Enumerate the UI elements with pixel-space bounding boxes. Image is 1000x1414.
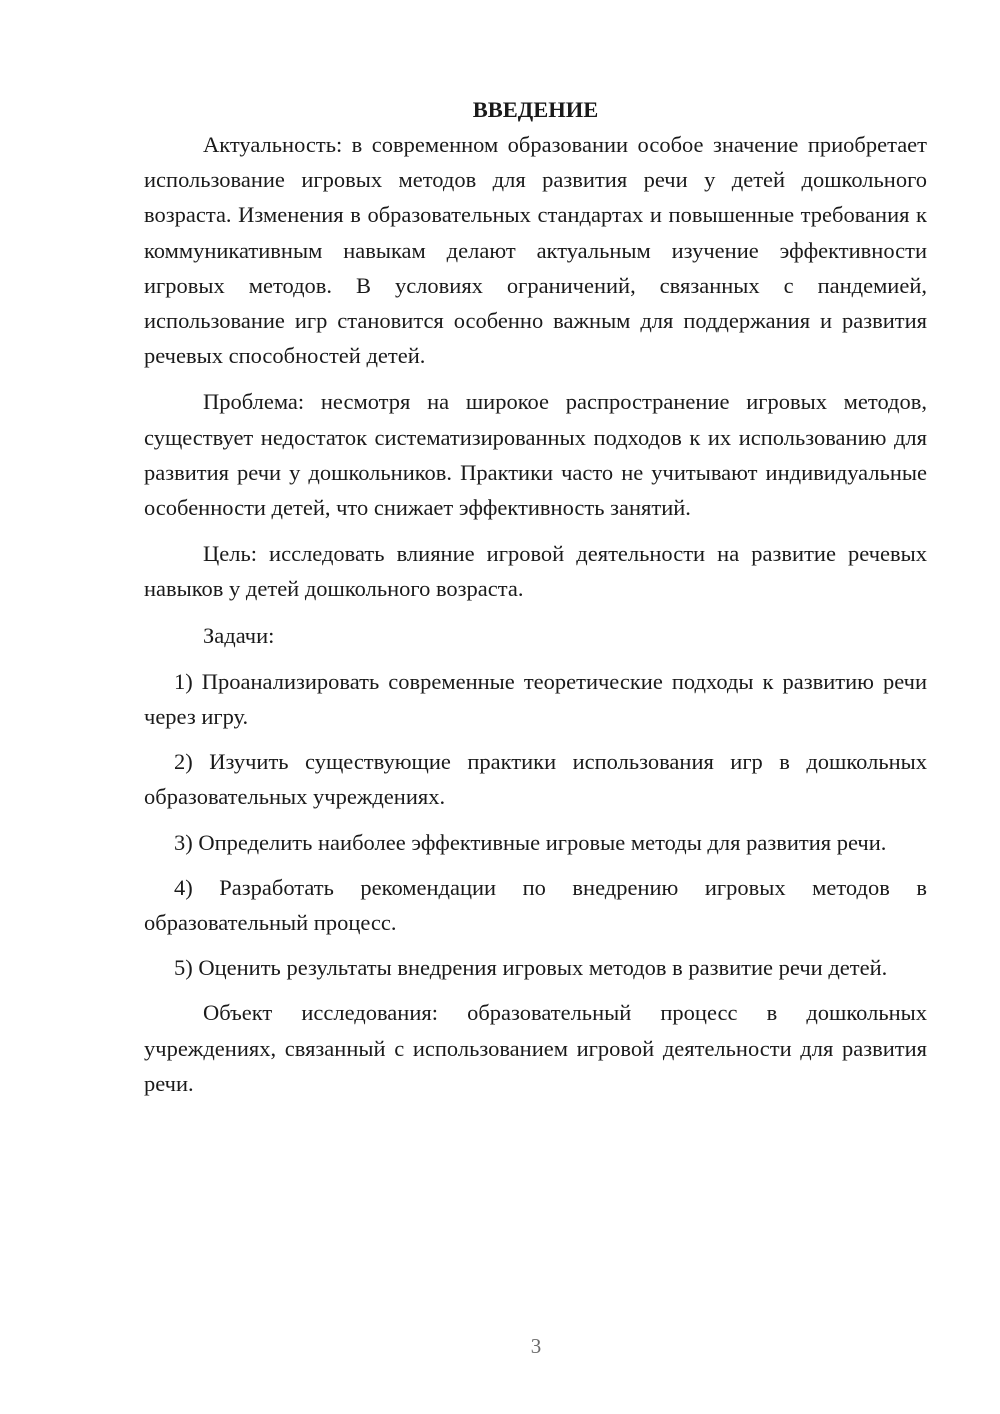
paragraph-relevance: Актуальность: в современном образовании особое значение приобретает использование игровых методов для развития речи у детей дошкольного возраста. Изменения в образовательных стандартах и повышенные требования к коммуникативным навыкам делают актуальным изучение эффективности игровых методов. В условиях ограничений, связанных с пандемией, использование игр становится особенно важным для поддержания и развития речевых способностей детей. bbox=[144, 132, 927, 369]
document-page bbox=[144, 92, 927, 1112]
tasks-heading: Задачи: bbox=[203, 622, 275, 648]
task-item-4: 4) Разработать рекомендации по внедрению игровых методов в образовательный процесс. bbox=[144, 874, 927, 936]
task-item-1: 1) Проанализировать современные теоретические подходы к развитию речи через игру. bbox=[144, 668, 927, 730]
page-number: 3 bbox=[530, 1334, 542, 1358]
task-item-3: 3) Определить наиболее эффективные игровые методы для развития речи. bbox=[174, 829, 887, 855]
paragraph-object: Объект исследования: образовательный процесс в дошкольных учреждениях, связанный с использованием игровой деятельности для развития речи. bbox=[144, 1000, 927, 1096]
section-title: ВВЕДЕНИЕ bbox=[472, 97, 599, 122]
task-item-2: 2) Изучить существующие практики использования игр в дошкольных образовательных учреждениях. bbox=[144, 749, 927, 810]
paragraph-goal: Цель: исследовать влияние игровой деятельности на развитие речевых навыков у детей дошкольного возраста. bbox=[144, 541, 927, 602]
paragraph-problem: Проблема: несмотря на широкое распространение игровых методов, существует недостаток систематизированных подходов к их использованию для развития речи у дошкольников. Практики часто не учитывают индивидуальные особенности детей, что снижает эффективность занятий. bbox=[144, 389, 927, 521]
task-item-5: 5) Оценить результаты внедрения игровых методов в развитие речи детей. bbox=[174, 955, 888, 981]
